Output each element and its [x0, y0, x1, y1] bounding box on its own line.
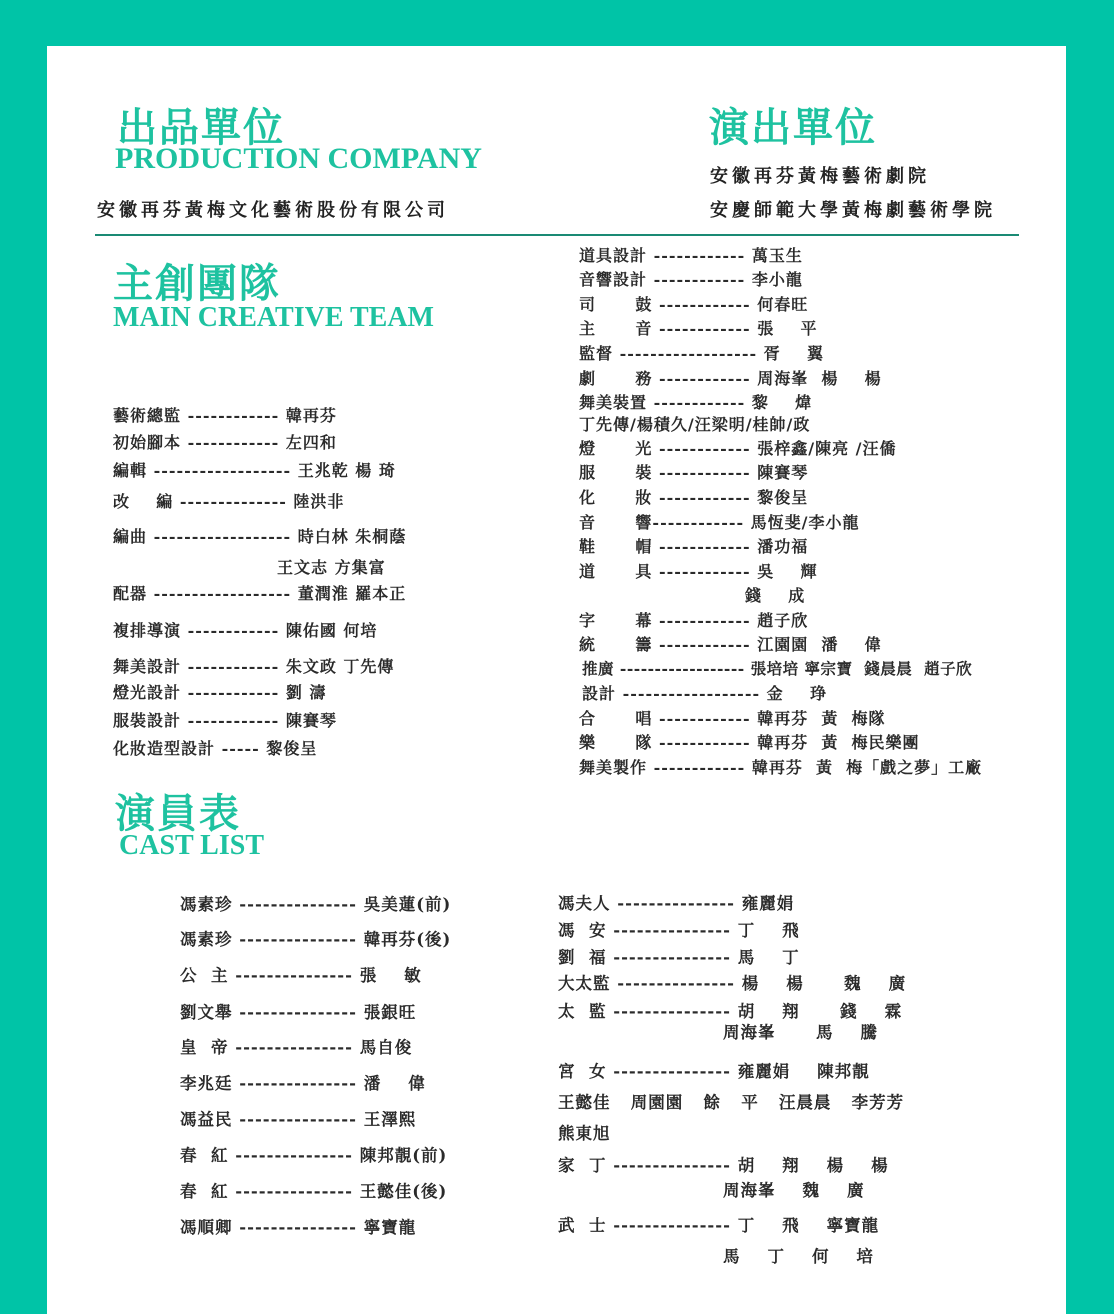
performing-org-1: 安徽再芬黃梅藝術劇院	[710, 166, 930, 187]
creative-title-en: MAIN CREATIVE TEAM	[113, 302, 434, 333]
cast-right-row: 大太監 --------------- 楊 楊 魏 廣	[558, 974, 907, 993]
cast-right-row: 王懿佳 周園園 餘 平 汪晨晨 李芳芳	[558, 1093, 905, 1112]
creative-left-row: 配器 ------------------ 董潤淮 羅本正	[113, 584, 407, 603]
cast-right-row: 熊東旭	[558, 1124, 611, 1143]
section-divider	[95, 234, 1019, 236]
page-sheet	[47, 46, 1066, 1314]
creative-left-row: 化妝造型設計 ----- 黎俊呈	[113, 739, 318, 758]
cast-right-row: 周海峯 魏 廣	[723, 1181, 865, 1200]
creative-right-row: 字 幕 ------------ 趙子欣	[579, 611, 809, 630]
production-title-cn: 出品單位	[117, 104, 285, 151]
cast-left-row: 馮素珍 --------------- 吳美蓮(前)	[180, 895, 452, 914]
creative-right-row: 服 裝 ------------ 陳賽琴	[579, 463, 809, 482]
cast-left-row: 春 紅 --------------- 陳邦靚(前)	[180, 1146, 448, 1165]
cast-right-row: 太 監 --------------- 胡 翔 錢 霖	[558, 1002, 903, 1021]
creative-right-row: 錢 成	[745, 586, 806, 605]
cast-right-row: 武 士 --------------- 丁 飛 寧寶龍	[558, 1216, 880, 1235]
creative-left-row: 複排導演 ------------ 陳佑國 何培	[113, 621, 378, 640]
cast-right-row: 宮 女 --------------- 雍麗娟 陳邦靚	[558, 1062, 870, 1081]
cast-left-row: 春 紅 --------------- 王懿佳(後)	[180, 1182, 448, 1201]
creative-left-row: 改 編 -------------- 陸洪非	[113, 492, 345, 511]
cast-left-row: 馮益民 --------------- 王澤熙	[180, 1110, 417, 1129]
cast-left-row: 馮順卿 --------------- 寧寶龍	[180, 1218, 417, 1237]
creative-right-row: 劇 務 ------------ 周海峯 楊 楊	[579, 369, 882, 388]
production-title-en: PRODUCTION COMPANY	[115, 142, 482, 175]
creative-left-row: 王文志 方集富	[277, 558, 386, 577]
creative-right-row: 合 唱 ------------ 韓再芬 黃 梅隊	[579, 709, 886, 728]
creative-right-row: 統 籌 ------------ 江園園 潘 偉	[579, 635, 882, 654]
creative-right-row: 樂 隊 ------------ 韓再芬 黃 梅民樂團	[579, 733, 920, 752]
cast-right-row: 周海峯 馬 騰	[723, 1023, 878, 1042]
creative-right-row: 司 鼓 ------------ 何春旺	[579, 295, 809, 314]
creative-left-row: 舞美設計 ------------ 朱文政 丁先傳	[113, 657, 395, 676]
creative-right-row: 燈 光 ------------ 張梓鑫/陳亮 /汪僑	[579, 439, 897, 458]
cast-right-row: 馮夫人 --------------- 雍麗娟	[558, 894, 795, 913]
creative-right-row: 主 音 ------------ 張 平	[579, 319, 818, 338]
creative-right-row: 舞美裝置 ------------ 黎 煒	[579, 393, 813, 412]
creative-left-row: 編曲 ------------------ 時白林 朱桐蔭	[113, 527, 407, 546]
cast-title-en: CAST LIST	[119, 830, 265, 861]
cast-right-row: 馮 安 --------------- 丁 飛	[558, 921, 800, 940]
creative-left-row: 初始腳本 ------------ 左四和	[113, 433, 337, 452]
creative-right-row: 設計 ------------------ 金 琤	[582, 684, 827, 703]
creative-right-row: 道具設計 ------------ 萬玉生	[579, 246, 803, 265]
creative-right-row: 音響設計 ------------ 李小龍	[579, 270, 803, 289]
creative-left-row: 藝術總監 ------------ 韓再芬	[113, 406, 337, 425]
creative-right-row: 推廣 ------------------ 張培培 寧宗寶 錢晨晨 趙子欣	[582, 659, 973, 678]
cast-title-cn: 演員表	[115, 790, 241, 837]
production-org: 安徽再芬黃梅文化藝術股份有限公司	[97, 200, 449, 221]
cast-right-row: 家 丁 --------------- 胡 翔 楊 楊	[558, 1156, 889, 1175]
cast-right-row: 馬 丁 何 培	[723, 1247, 874, 1266]
creative-title-cn: 主創團隊	[113, 260, 281, 307]
performing-title-cn: 演出單位	[709, 104, 877, 151]
creative-right-row: 監督 ------------------ 胥 翼	[579, 344, 824, 363]
creative-right-row: 鞋 帽 ------------ 潘功福	[579, 537, 809, 556]
creative-left-row: 燈光設計 ------------ 劉 濤	[113, 683, 327, 702]
cast-left-row: 公 主 --------------- 張 敏	[180, 966, 422, 985]
cast-left-row: 皇 帝 --------------- 馬自俊	[180, 1038, 413, 1057]
cast-left-row: 馮素珍 --------------- 韓再芬(後)	[180, 930, 452, 949]
cast-right-row: 劉 福 --------------- 馬 丁	[558, 948, 800, 967]
creative-right-row: 丁先傳/楊積久/汪梁明/桂帥/政	[579, 415, 811, 434]
creative-right-row: 道 具 ------------ 吳 輝	[579, 562, 818, 581]
creative-left-row: 編輯 ------------------ 王兆乾 楊 琦	[113, 461, 396, 480]
cast-left-row: 劉文舉 --------------- 張銀旺	[180, 1003, 417, 1022]
creative-right-row: 音 響------------ 馬恆斐/李小龍	[579, 513, 860, 532]
performing-org-2: 安慶師範大學黃梅劇藝術學院	[710, 200, 996, 221]
creative-right-row: 化 妝 ------------ 黎俊呈	[579, 488, 809, 507]
creative-left-row: 服裝設計 ------------ 陳賽琴	[113, 711, 337, 730]
cast-left-row: 李兆廷 --------------- 潘 偉	[180, 1074, 426, 1093]
creative-right-row: 舞美製作 ------------ 韓再芬 黃 梅「戲之夢」工廠	[579, 758, 983, 777]
